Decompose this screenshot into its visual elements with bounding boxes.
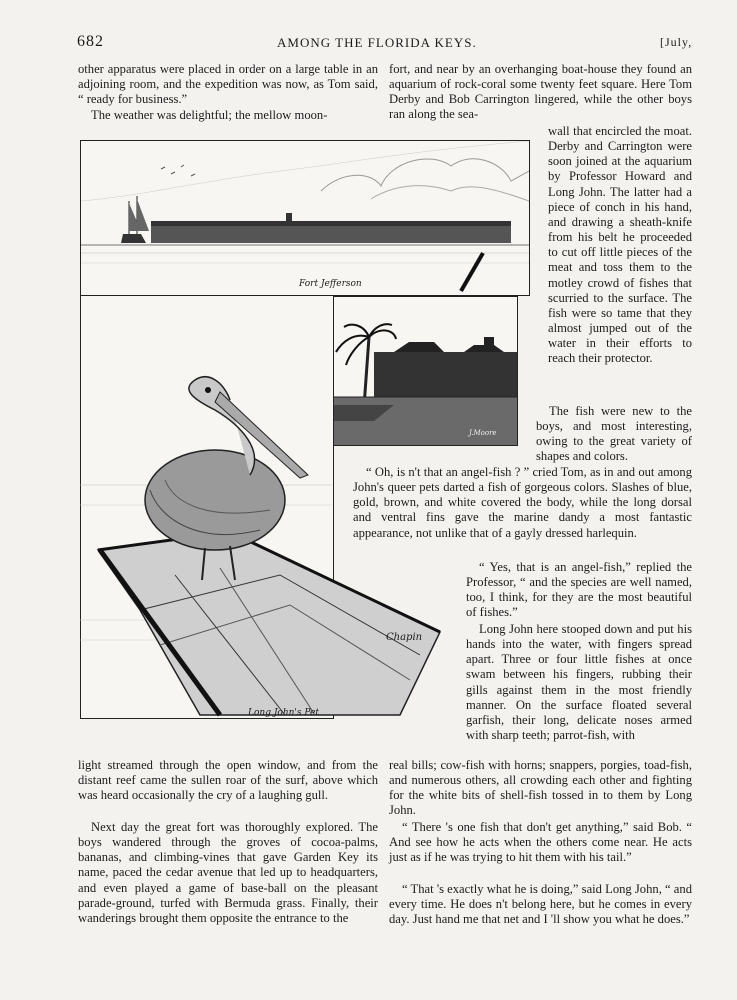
right-paragraph-2: The fish were new to the boys, and most interesting, owing to the great variety of shapes and colors. — [536, 404, 692, 464]
left-paragraph-4: Next day the great fort was thoroughly explored. The boys wandered through the groves of cocoa-palms, bananas, and climbing-vines that gave Garden Key its name, paced the cedar avenue that led up to headquarters, and even played a game of base-ball on the pleasant parade-ground, turfed with Bermuda grass. Finally, their wanderings brought them opposite the entrance to the — [78, 820, 378, 925]
pelican-signature: Chapin — [386, 632, 423, 643]
running-month: [July, — [660, 35, 693, 49]
left-paragraph-1: other apparatus were placed in order on a large table in an adjoining room, and the expedition was now, as Tom said, “ ready for business.” — [78, 62, 378, 107]
right-paragraph-7: “ There 's one fish that don't get anything,” said Bob. “ And see how he acts when the others come near. He acts just as if he was trying to hit them with his tail.” — [389, 820, 692, 865]
right-paragraph-1b: wall that encircled the moat. Derby and Carrington were soon joined at the aquarium by Professor Howard and Long John. The latter had a piece of conch in his hand, and drawing a sheath-knife from his belt he proceeded to cut off little pieces of the meat and toss them to the motley crowd of fishes that scurried to the surface. The fish were so tame that they almost jumped out of the water in their efforts to reach their protector. — [548, 124, 692, 366]
fort-jefferson-caption: Fort Jefferson — [299, 279, 362, 289]
pelican-caption: Long John's Pet — [248, 708, 319, 718]
right-paragraph-1a: fort, and near by an overhanging boat-house they found an aquarium of rock-coral some twenty feet square. Here Tom Derby and Bob Carrington lingered, while the other boys ran along the sea- — [389, 62, 692, 122]
left-paragraph-3: light streamed through the open window, and from the distant reef came the sullen roar of the surf, above which was heard occasionally the cry of a laughing gull. — [78, 758, 378, 803]
fort-jefferson-drawing — [81, 141, 529, 295]
running-title: AMONG THE FLORIDA KEYS. — [277, 35, 477, 50]
page-number: 682 — [77, 33, 104, 50]
right-paragraph-3: “ Oh, is n't that an angel-fish ? ” cried Tom, as in and out among John's queer pets darted a fish of gorgeous colors. Slashes of blue, gold, brown, and white covered the body, while the long dorsal and ventral fins gave the marine dandy a most fantastic appearance, not unlike that of a gayly dressed harlequin. — [353, 465, 692, 540]
right-paragraph-6: real bills; cow-fish with horns; snappers, porgies, toad-fish, and numerous others, all crowding each other and fighting for the white bits of shell-fish tossed in to them by Long John. — [389, 758, 692, 818]
right-paragraph-8: “ That 's exactly what he is doing,” said Long John, “ and every time. He does n't belong here, but he comes in every day. Just hand me that net and I 'll show you what he does.” — [389, 882, 692, 927]
right-paragraph-5: Long John here stooped down and put his hands into the water, with fingers spread apart. Three or four little fishes at once swam between his fingers, rubbing their gills against them in the most friendly manner. On the surface floated several garfish, their long, delicate noses armed with sharp teeth; parrot-fish, with — [466, 622, 692, 743]
left-paragraph-2: The weather was delightful; the mellow moon- — [91, 108, 328, 122]
pelican-drawing — [80, 370, 450, 720]
fort-jefferson-illustration — [80, 140, 530, 296]
right-paragraph-4: “ Yes, that is an angel-fish,” replied the Professor, “ and the species are well named, too, I think, for they are the most beautiful of fishes.” — [466, 560, 692, 620]
small-illustration-signature: J.Moore — [469, 429, 497, 437]
